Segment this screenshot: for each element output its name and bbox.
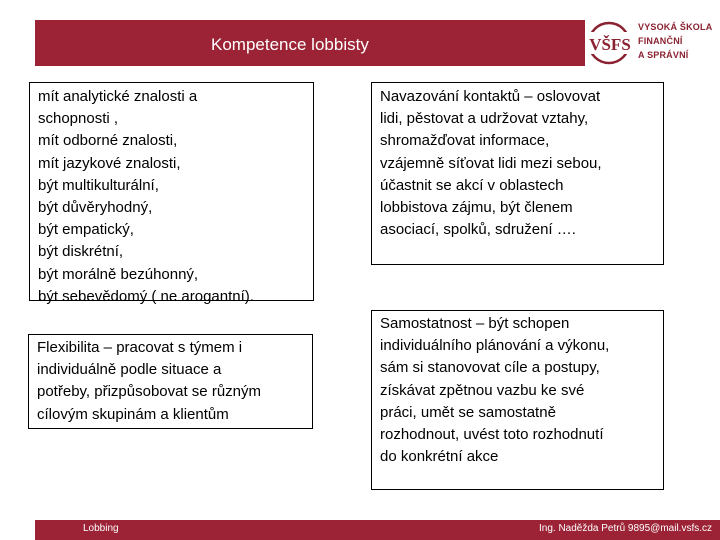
skills-line: být morálně bezúhonný, bbox=[38, 265, 199, 283]
independence-line: získávat zpětnou vazbu ke své bbox=[380, 381, 585, 399]
school-name-line-2: FINANČNÍ bbox=[638, 36, 683, 46]
contacts-line: vzájemně síťovat lidi mezi sebou, bbox=[380, 154, 602, 172]
contacts-line: lidi, pěstovat a udržovat vztahy, bbox=[380, 110, 589, 128]
contacts-line: shromažďovat informace, bbox=[380, 132, 550, 150]
contacts-line: asociací, spolků, sdružení …. bbox=[380, 221, 576, 239]
skills-line: mít analytické znalosti a bbox=[38, 88, 198, 105]
independence-line: práci, umět se samostatně bbox=[380, 403, 556, 421]
independence-line: do konkrétní akce bbox=[380, 448, 499, 466]
contacts-line: účastnit se akcí v oblastech bbox=[380, 176, 564, 194]
contacts-line: lobbistova zájmu, být členem bbox=[380, 199, 573, 217]
contacts-box bbox=[371, 82, 664, 265]
skills-line: být sebevědomý ( ne arogantní). bbox=[38, 287, 254, 305]
svg-text:VŠFS: VŠFS bbox=[589, 35, 631, 54]
skills-box bbox=[29, 82, 314, 305]
independence-line: individuálního plánování a výkonu, bbox=[380, 337, 610, 355]
flexibility-line: potřeby, přizpůsobovat se různým bbox=[37, 383, 261, 401]
independence-line: sám si stanovovat cíle a postupy, bbox=[380, 359, 600, 377]
skills-line: mít jazykové znalosti, bbox=[38, 154, 181, 172]
school-name-line-1: VYSOKÁ ŠKOLA bbox=[638, 22, 713, 32]
footer-bar bbox=[35, 520, 720, 540]
flexibility-line: individuálně podle situace a bbox=[37, 361, 222, 379]
flexibility-line: cílovým skupinám a klientům bbox=[37, 405, 229, 423]
school-name-line-3: A SPRÁVNÍ bbox=[638, 50, 689, 60]
skills-line: mít odborné znalosti, bbox=[38, 132, 178, 150]
skills-line: schopnosti , bbox=[38, 110, 119, 128]
title-bar bbox=[35, 20, 585, 66]
skills-line: být empatický, bbox=[38, 221, 134, 239]
independence-box bbox=[371, 310, 664, 490]
skills-line: být diskrétní, bbox=[38, 243, 124, 261]
independence-line: Samostatnost – být schopen bbox=[380, 315, 570, 332]
flexibility-box bbox=[28, 334, 313, 429]
footer-author: Ing. Naděžda Petrů 9895@mail.vsfs.cz bbox=[538, 523, 712, 534]
contacts-line: Navazování kontaktů – oslovovat bbox=[380, 88, 601, 105]
independence-line: rozhodnout, uvést toto rozhodnutí bbox=[380, 426, 604, 444]
footer-topic: Lobbing bbox=[83, 523, 119, 534]
skills-line: být multikulturální, bbox=[38, 176, 159, 194]
school-logo bbox=[586, 18, 716, 68]
vsfs-monogram-icon bbox=[586, 20, 636, 66]
flexibility-line: Flexibilita – pracovat s týmem i bbox=[37, 339, 243, 356]
skills-line: být důvěryhodný, bbox=[38, 199, 153, 217]
school-name bbox=[638, 20, 718, 62]
page-title: Kompetence lobbisty bbox=[211, 35, 369, 54]
